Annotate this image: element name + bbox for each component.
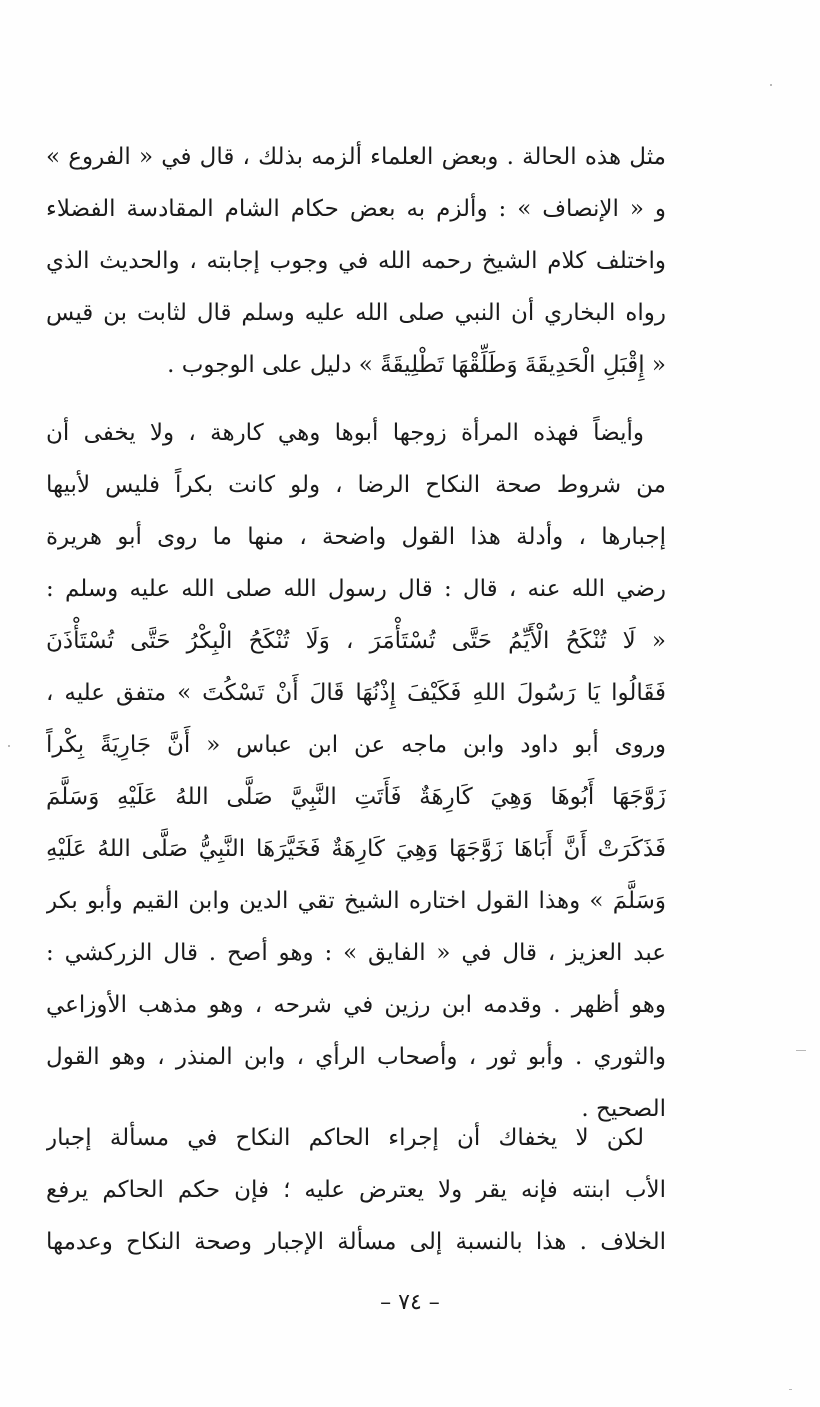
text-line: زَوَّجَهَا أَبُوهَا وَهِيَ كَارِهَةٌ فَأَتَتِ النَّبِيَّ صَلَّى اللهُ عَلَيْهِ وَسَلَّمَ: [46, 784, 666, 810]
text-line: عبد العزيز ، قال في « الفايق » : وهو أصح . قال الزركشي :: [46, 940, 666, 966]
text-line: الصحيح .: [581, 1096, 666, 1122]
text-line: الخلاف . هذا بالنسبة إلى مسألة الإجبار وصحة النكاح وعدمها: [46, 1229, 666, 1255]
text-line: مثل هذه الحالة . وبعض العلماء ألزمه بذلك ، قال في « الفروع »: [46, 144, 666, 170]
text-line: « إِقْبَلِ الْحَدِيقَةَ وَطَلِّقْهَا تَطْلِيقَةً » دليل على الوجوب .: [167, 352, 666, 378]
text-line: وَسَلَّمَ » وهذا القول اختاره الشيخ تقي الدين وابن القيم وأبو بكر: [46, 888, 666, 914]
text-line: رضي الله عنه ، قال : قال رسول الله صلى الله عليه وسلم :: [46, 576, 666, 602]
text-line: والثوري . وأبو ثور ، وأصحاب الرأي ، وابن المنذر ، وهو القول: [46, 1044, 666, 1070]
scan-speck: [789, 1389, 792, 1390]
text-line: من شروط صحة النكاح الرضا ، ولو كانت بكراً فليس لأبيها: [46, 472, 666, 498]
text-line: وهو أظهر . وقدمه ابن رزين في شرحه ، وهو مذهب الأوزاعي: [46, 992, 666, 1018]
text-line: واختلف كلام الشيخ رحمه الله في وجوب إجابته ، والحديث الذي: [46, 248, 666, 274]
text-line: وأيضاً فهذه المرأة زوجها أبوها وهي كارهة ، ولا يخفى أن: [46, 420, 644, 446]
paragraph-3: [46, 1112, 666, 1268]
scan-speck: [8, 745, 10, 747]
page-number: – ٧٤ –: [380, 1290, 440, 1315]
text-line: رواه البخاري أن النبي صلى الله عليه وسلم قال لثابت بن قيس: [46, 300, 666, 326]
text-line: « لَا تُنْكَحُ الْأَيِّمُ حَتَّى تُسْتَأْمَرَ ، وَلَا تُنْكَحُ الْبِكْرُ حَتَّى تُسْتَأْذَنَ: [46, 628, 666, 654]
text-line: الأب ابنته فإنه يقر ولا يعترض عليه ؛ فإن حكم الحاكم يرفع: [46, 1177, 666, 1203]
text-line: إجبارها ، وأدلة هذا القول واضحة ، منها ما روى أبو هريرة: [46, 524, 666, 550]
text-line: وروى أبو داود وابن ماجه عن ابن عباس « أَنَّ جَارِيَةً بِكْراً: [46, 732, 666, 758]
scan-speck: [796, 1050, 806, 1051]
paragraph-1: [46, 131, 666, 391]
scan-speck: [770, 84, 772, 86]
text-line: فَذَكَرَتْ أَنَّ أَبَاهَا زَوَّجَهَا وَهِيَ كَارِهَةٌ فَخَيَّرَهَا النَّبِيُّ صَلَّى اللهُ عَلَيْهِ: [46, 836, 666, 862]
text-line: و « الإنصاف » : وألزم به بعض حكام الشام المقادسة الفضلاء: [46, 196, 666, 222]
paragraph-2: [46, 407, 666, 1135]
text-line: فَقَالُوا يَا رَسُولَ اللهِ فَكَيْفَ إِذْنُهَا قَالَ أَنْ تَسْكُتَ » متفق عليه ،: [46, 680, 666, 706]
text-line: لكن لا يخفاك أن إجراء الحاكم النكاح في مسألة إجبار: [46, 1125, 644, 1151]
